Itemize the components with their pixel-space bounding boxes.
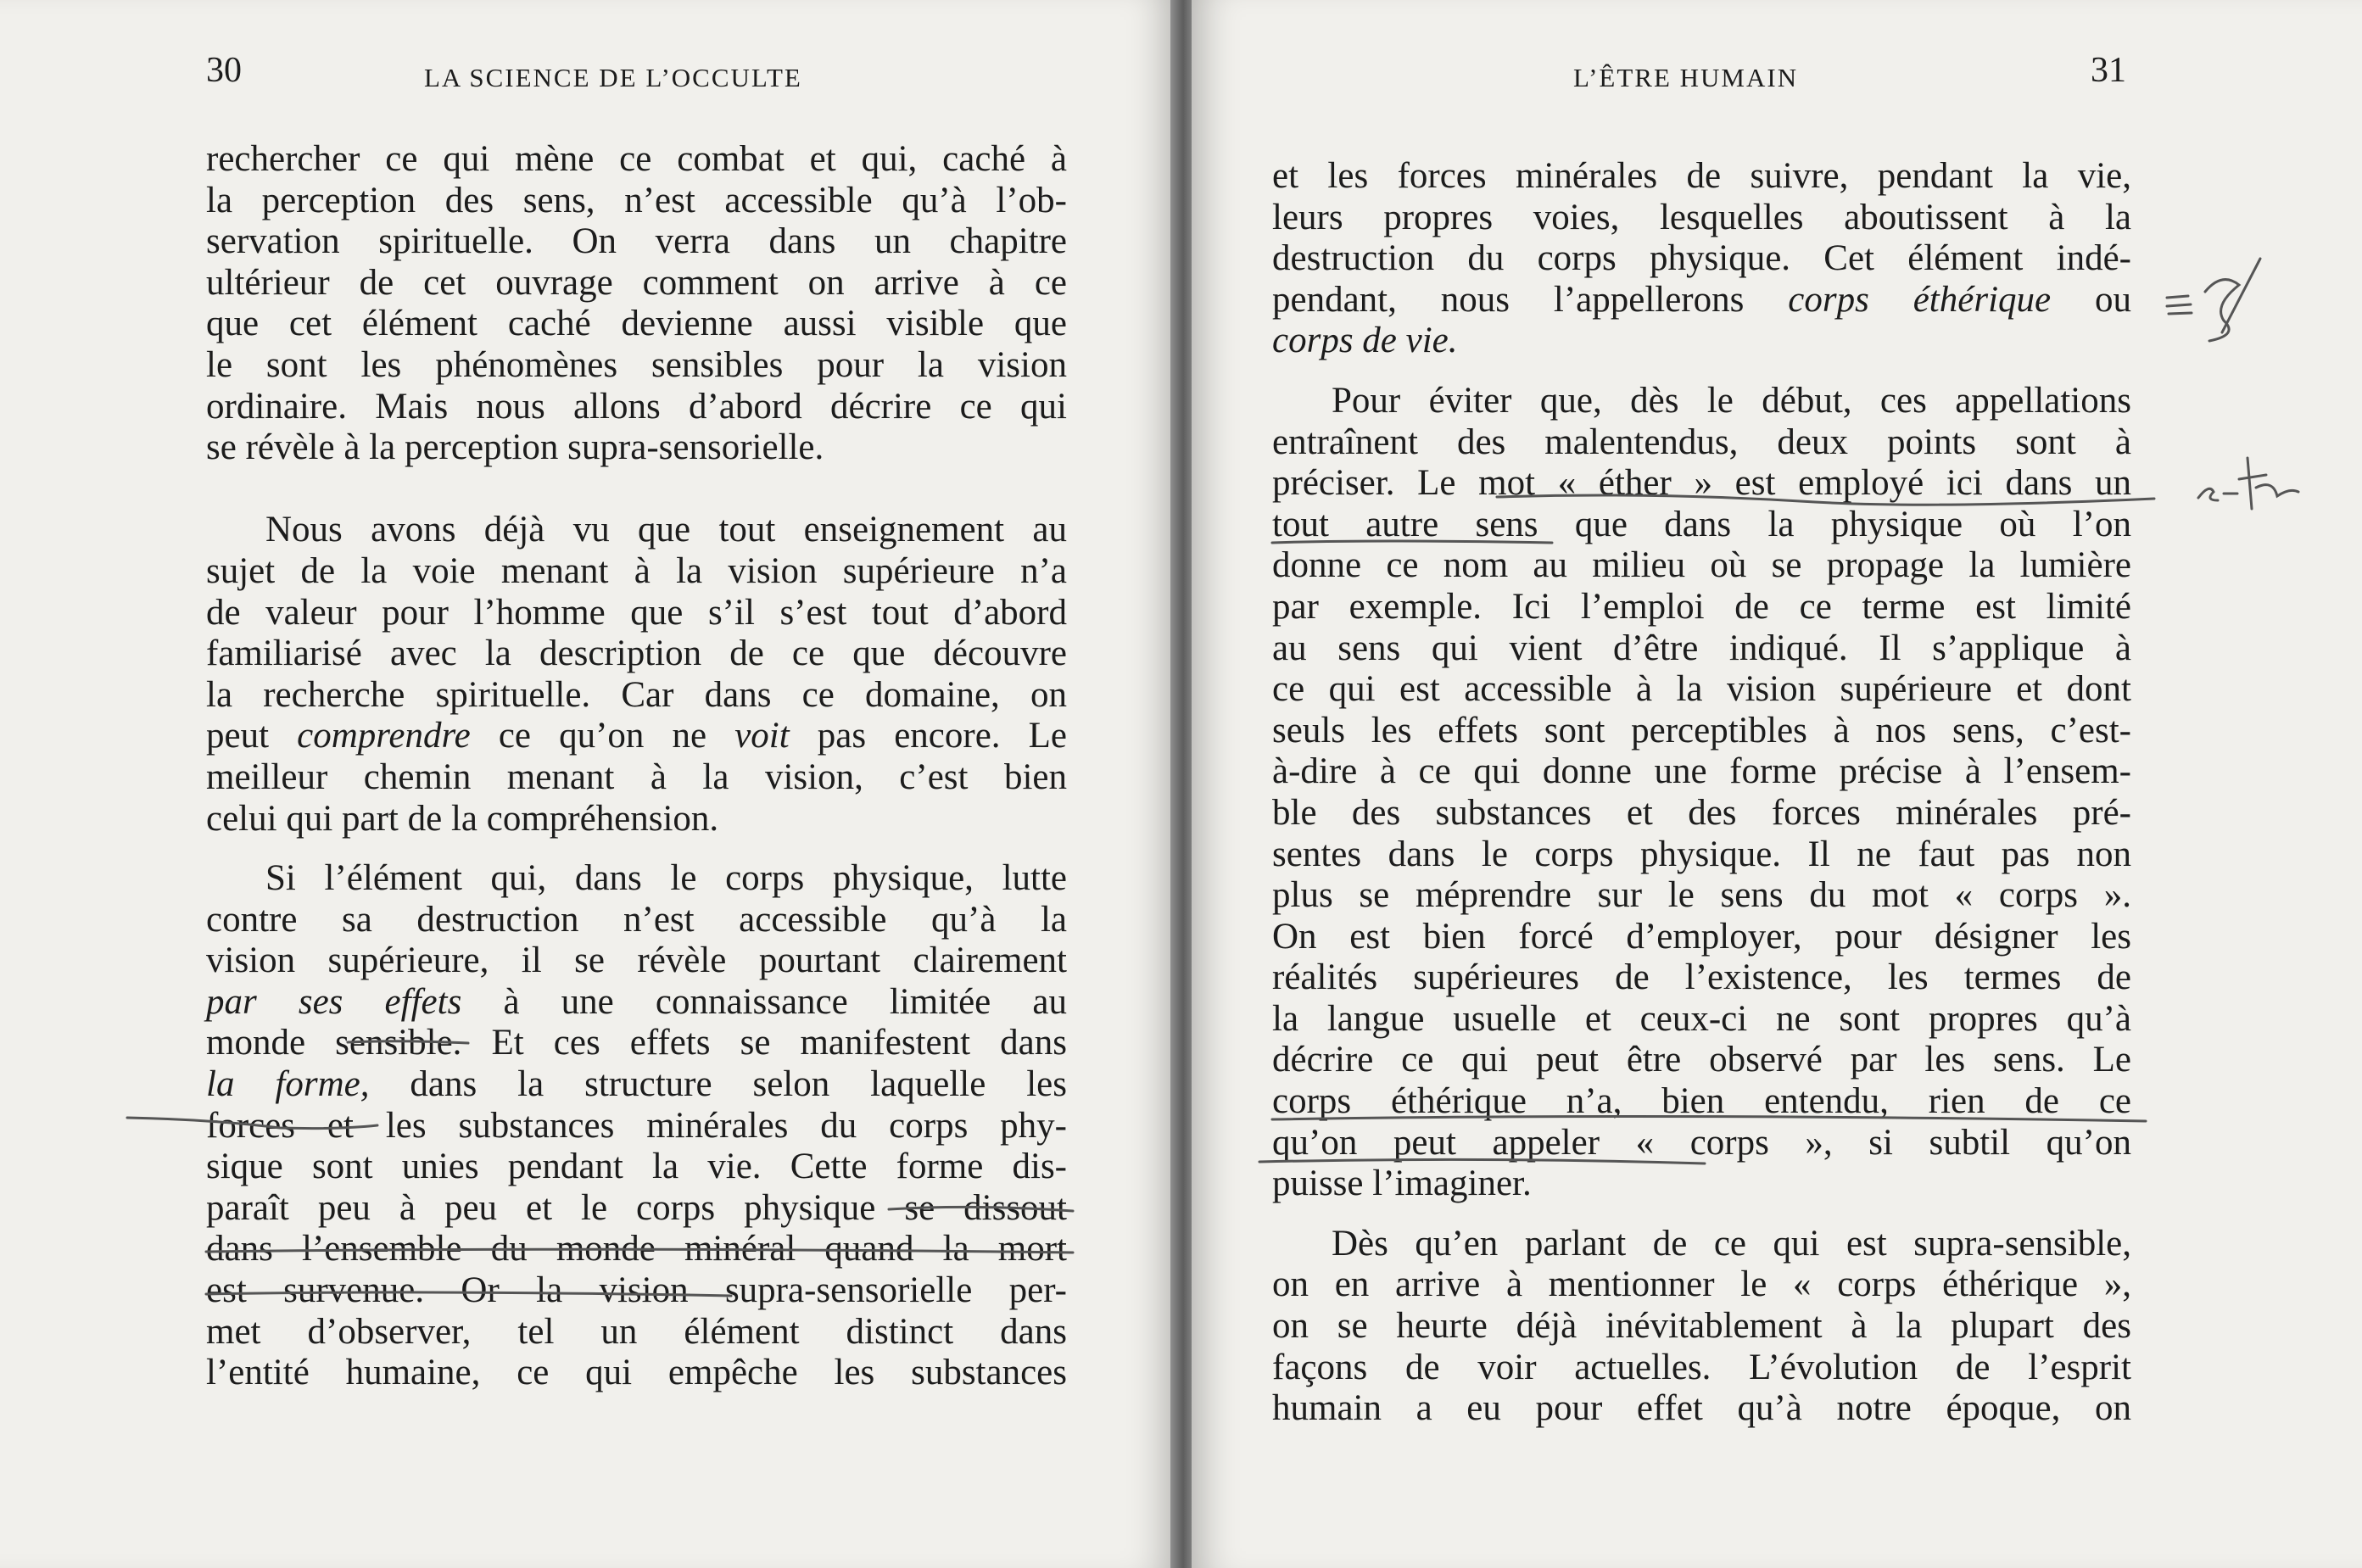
text-line: Pour éviter que, dès le début, ces appellations [1332,380,2131,421]
text-line: Nous avons déjà vu que tout enseignement au [265,510,1067,550]
paragraph [206,858,1067,1394]
text-line: ce qui est accessible à la vision supérieure et dont [1272,669,2131,710]
text-line: la langue usuelle et ceux-ci ne sont propres qu’à [1272,998,2131,1039]
text-line: par exemple. Ici l’emploi de ce terme est limité [1272,586,2131,627]
left-text-block [206,139,1067,1394]
text-line: seuls les effets sont perceptibles à nos sens, c’est- [1272,710,2131,751]
text-line: vision supérieure, il se révèle pourtant clairement [206,940,1067,981]
right-page-number: 31 [2091,51,2126,90]
paragraph-spacer [206,469,1067,511]
right-running-head: L’ÊTRE HUMAIN [1573,63,1799,92]
right-text-block [1272,156,2131,1430]
text-line: au sens qui vient d’être indiqué. Il s’applique à [1272,628,2131,668]
text-line: qu’on peut appeler « corps », si subtil qu’on [1272,1122,2131,1163]
text-line: on se heurte déjà inévitablement à la plupart des [1272,1306,2131,1347]
text-line: donne ce nom au milieu où se propage la lumière [1272,545,2131,586]
text-line: corps de vie. [1272,321,1458,361]
text-line: est survenue. Or la vision supra-sensorielle per- [206,1270,1067,1311]
text-line: forces et les substances minérales du corps phy- [206,1105,1067,1146]
text-line: le sont les phénomènes sensibles pour la vision [206,344,1067,385]
text-line: rechercher ce qui mène ce combat et qui, caché à [206,139,1067,179]
right-page [1192,0,2362,1568]
text-line: la forme, dans la structure selon laquelle les [206,1064,1067,1105]
text-line: sujet de la voie menant à la vision supérieure n’a [206,550,1067,591]
text-line: on en arrive à mentionner le « corps éthérique », [1272,1264,2131,1305]
text-line: puisse l’imaginer. [1272,1163,1532,1204]
text-line: celui qui part de la compréhension. [206,798,719,839]
text-line: à-dire à ce qui donne une forme précise à l’ensem- [1272,751,2131,792]
left-page-number: 30 [206,51,242,90]
text-line: pendant, nous l’appellerons corps éthérique ou [1272,279,2132,320]
text-line: la recherche spirituelle. Car dans ce domaine, on [206,674,1067,715]
text-line: que cet élément caché devienne aussi visible que [206,304,1067,344]
text-line: ordinaire. Mais nous allons d’abord décrire ce qui [206,386,1067,427]
text-line: destruction du corps physique. Cet élément indé- [1272,238,2131,279]
text-line: servation spirituelle. On verra dans un chapitre [206,221,1067,262]
left-page [0,0,1175,1568]
paragraph [206,139,1067,469]
text-line: Dès qu’en parlant de ce qui est supra-sensible, [1332,1223,2131,1264]
text-line: On est bien forcé d’employer, pour désigner les [1272,916,2131,957]
left-running-head: LA SCIENCE DE L’OCCULTE [424,63,802,92]
text-line: plus se méprendre sur le sens du mot « corps ». [1272,875,2131,916]
paragraph [1272,1224,2131,1430]
text-line: dans l’ensemble du monde minéral quand la mort [206,1229,1067,1269]
paragraph [1272,156,2131,362]
text-line: peut comprendre ce qu’on ne voit pas encore. Le [206,716,1067,756]
paragraph [1272,381,2131,1205]
text-line: paraît peu à peu et le corps physique se dissout [206,1187,1067,1228]
text-line: meilleur chemin menant à la vision, c’est bien [206,756,1067,797]
text-line: décrire ce qui peut être observé par les sens. Le [1272,1040,2131,1080]
text-line: la perception des sens, n’est accessible qu’à l’ob- [206,180,1067,220]
paragraph [206,510,1067,840]
text-line: humain a eu pour effet qu’à notre époque, on [1272,1388,2131,1429]
text-line: ble des substances et des forces minérales pré- [1272,792,2131,833]
text-line: met d’observer, tel un élément distinct dans [206,1311,1067,1352]
text-line: réalités supérieures de l’existence, les termes de [1272,957,2131,998]
text-line: tout autre sens que dans la physique où l’on [1272,504,2131,544]
text-line: préciser. Le mot « éther » est employé ici dans un [1272,463,2131,504]
text-line: familiarisé avec la description de ce que découvre [206,633,1067,674]
text-line: se révèle à la perception supra-sensorielle. [206,427,824,468]
text-line: ultérieur de cet ouvrage comment on arrive à ce [206,262,1067,303]
text-line: par ses effets à une connaissance limitée au [206,981,1067,1022]
text-line: sentes dans le corps physique. Il ne faut pas non [1272,834,2131,874]
text-line: corps éthérique n’a, bien entendu, rien de ce [1272,1081,2131,1122]
text-line: monde sensible. Et ces effets se manifestent dans [206,1023,1067,1063]
text-line: sique sont unies pendant la vie. Cette forme dis- [206,1147,1067,1187]
text-line: entraînent des malentendus, deux points sont à [1272,421,2131,462]
text-line: façons de voir actuelles. L’évolution de l’esprit [1272,1347,2131,1387]
text-line: de valeur pour l’homme que s’il s’est tout d’abord [206,592,1067,633]
text-line: contre sa destruction n’est accessible qu’à la [206,899,1067,940]
text-line: Si l’élément qui, dans le corps physique, lutte [265,858,1067,899]
text-line: l’entité humaine, ce qui empêche les substances [206,1353,1067,1393]
text-line: leurs propres voies, lesquelles aboutissent à la [1272,197,2131,237]
text-line: et les forces minérales de suivre, pendant la vie, [1272,156,2131,196]
